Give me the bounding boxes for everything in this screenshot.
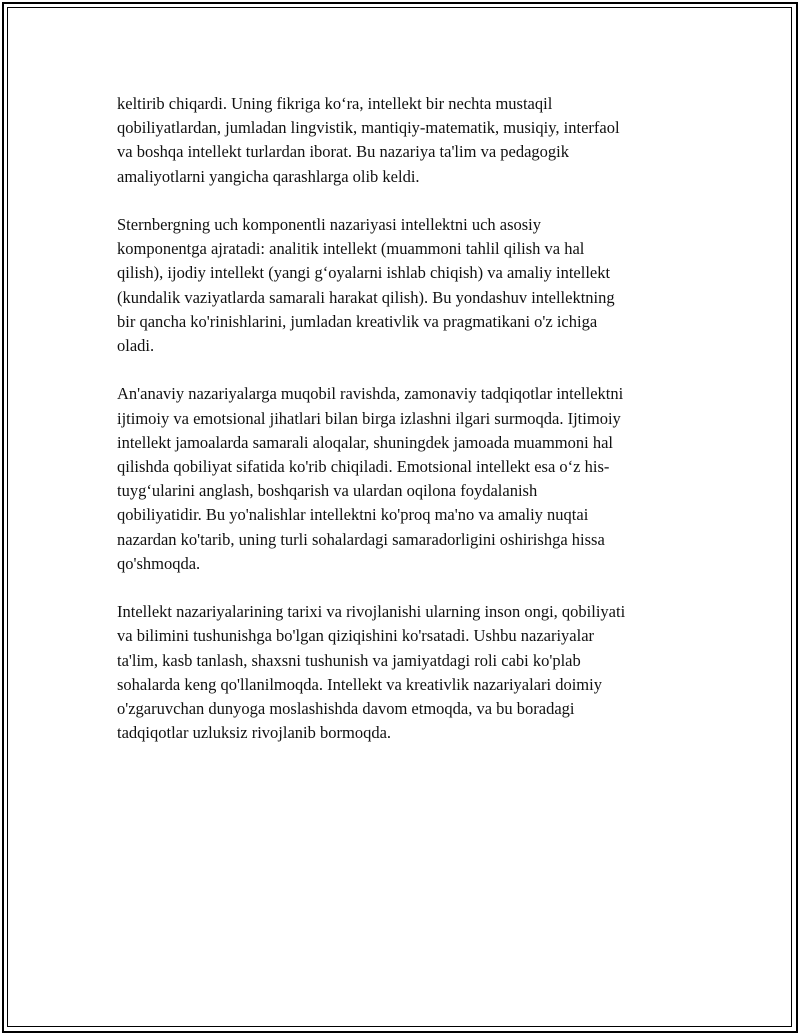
- paragraph-multiple-intelligences: [117, 92, 697, 189]
- text-line: komponentga ajratadi: analitik intellekt (muammoni tahlil qilish va hal: [117, 239, 585, 259]
- text-line: qobiliyatlardan, jumladan lingvistik, mantiqiy-matematik, musiqiy, interfaol: [117, 118, 620, 138]
- text-line: qobiliyatidir. Bu yo'nalishlar intellektni ko'proq ma'no va amaliy nuqtai: [117, 505, 589, 525]
- text-line: nazardan ko'tarib, uning turli sohalardagi samaradorligini oshirishga hissa: [117, 529, 605, 549]
- text-line: oladi.: [117, 336, 155, 356]
- text-line: (kundalik vaziyatlarda samarali harakat qilish). Bu yondashuv intellektning: [117, 287, 615, 307]
- paragraph-history-conclusion: [117, 600, 697, 745]
- text-line: sohalarda keng qo'llanilmoqda. Intellekt va kreativlik nazariyalari doimiy: [117, 674, 602, 694]
- text-line: tadqiqotlar uzluksiz rivojlanib bormoqda.: [117, 723, 392, 743]
- text-line: qo'shmoqda.: [117, 553, 201, 573]
- text-line: qilishda qobiliyat sifatida ko'rib chiqiladi. Emotsional intellekt esa o‘z his-: [117, 457, 610, 477]
- text-line: intellekt jamoalarda samarali aloqalar, shuningdek jamoada muammoni hal: [117, 432, 614, 452]
- text-line: Sternbergning uch komponentli nazariyasi intellektni uch asosiy: [117, 215, 542, 234]
- text-line: bir qancha ko'rinishlarini, jumladan kreativlik va pragmatikani o'z ichiga: [117, 311, 598, 331]
- text-line: keltirib chiqardi. Uning fikriga ko‘ra, intellekt bir nechta mustaqil: [117, 94, 553, 113]
- text-line: Intellekt nazariyalarining tarixi va rivojlanishi ularning inson ongi, qobiliyati: [117, 602, 626, 622]
- text-line: va bilimini tushunishga bo'lgan qiziqishini ko'rsatadi. Ushbu nazariyalar: [117, 626, 595, 646]
- document-body: [117, 92, 697, 770]
- text-line: tuyg‘ularini anglash, boshqarish va ulardan oqilona foydalanish: [117, 481, 538, 501]
- text-line: amaliyotlarni yangicha qarashlarga olib keldi.: [117, 166, 420, 186]
- paragraph-modern-research: [117, 382, 697, 576]
- text-line: ta'lim, kasb tanlash, shaxsni tushunish va jamiyatdagi roli cabi ko'plab: [117, 650, 581, 670]
- text-line: ijtimoiy va emotsional jihatlari bilan birga izlashni ilgari surmoqda. Ijtimoiy: [117, 408, 621, 428]
- text-line: qilish), ijodiy intellekt (yangi g‘oyalarni ishlab chiqish) va amaliy intellekt: [117, 263, 611, 283]
- text-line: va boshqa intellekt turlardan iborat. Bu nazariya ta'lim va pedagogik: [117, 142, 569, 162]
- text-line: An'anaviy nazariyalarga muqobil ravishda, zamonaviy tadqiqotlar intellektni: [117, 384, 624, 404]
- text-line: o'zgaruvchan dunyoga moslashishda davom etmoqda, va bu boradagi: [117, 699, 575, 719]
- paragraph-sternberg-theory: [117, 213, 697, 358]
